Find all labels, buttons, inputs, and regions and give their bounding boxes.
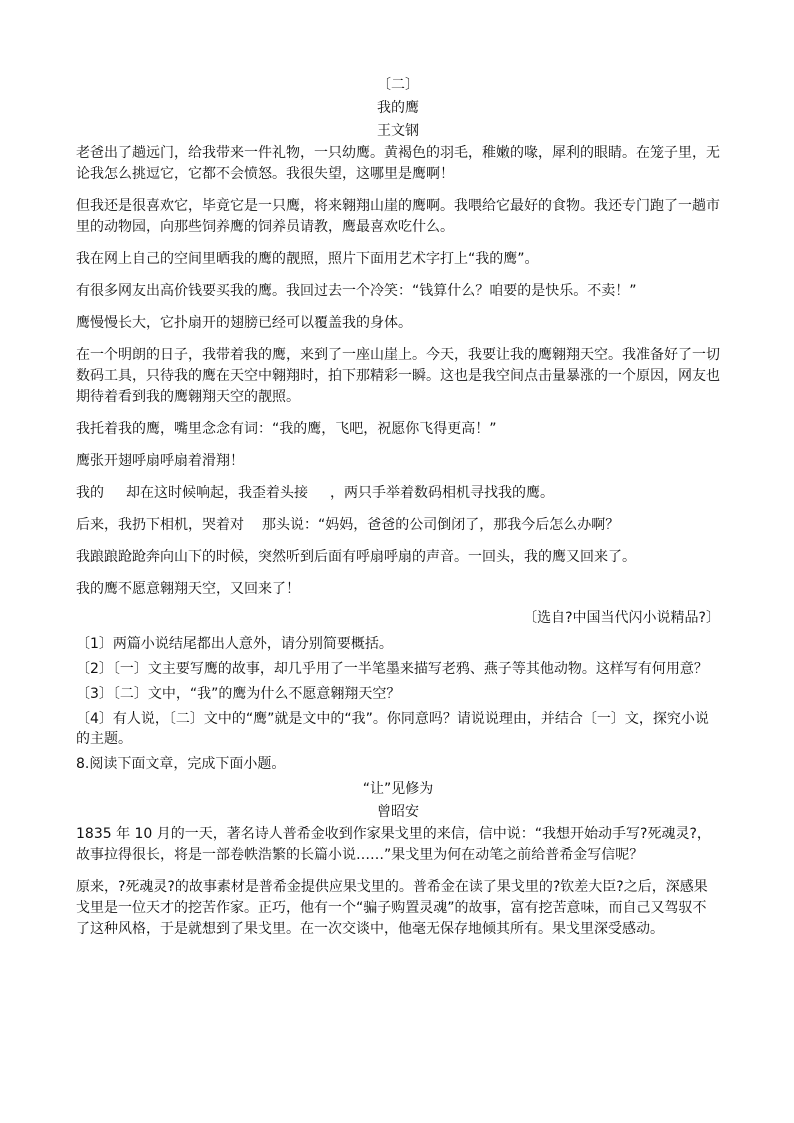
- story-paragraph: 但我还是很喜欢它，毕竟它是一只鹰，将来翱翔山崖的鹰啊。我喂给它最好的食物。我还专门跑了一趟市里的动物园，向那些饲养鹰的饲养员请教，鹰最喜欢吃什么。: [76, 198, 720, 235]
- story-paragraph: 我踉踉跄跄奔向山下的时候，突然听到后面有呼扇呼扇的声音。一回头，我的鹰又回来了。: [76, 549, 636, 565]
- story-paragraph: 有很多网友出高价钱要买我的鹰。我回过去一个冷笑：“钱算什么？咱要的是快乐。不卖！”: [76, 283, 637, 299]
- story-paragraph-gapped: [76, 483, 720, 504]
- article-author: 曾昭安: [377, 804, 419, 820]
- question: 〔1〕两篇小说结尾都出人意外，请分别简要概括。: [76, 636, 393, 652]
- story-paragraph: 在一个明朗的日子，我带着我的鹰，来到了一座山崖上。今天，我要让我的鹰翱翔天空。我准备好了一切数码工具，只待我的鹰在天空中翱翔时，拍下那精彩一瞬。这也是我空间点击量暴涨的一个原因，网友也期待着看到我的鹰翱翔天空的靓照。: [76, 347, 720, 405]
- text-run: ，两只手举着数码相机寻找我的鹰。: [330, 485, 554, 501]
- story-author: 王文钢: [377, 123, 419, 139]
- story-title: 我的鹰: [377, 100, 419, 116]
- story-paragraph-gapped: [76, 515, 720, 536]
- document-page: [76, 74, 720, 940]
- task-instruction: 8.阅读下面文章，完成下面小题。: [76, 756, 286, 772]
- text-run: 却在这时候响起，我歪着头接: [126, 485, 308, 501]
- article-title: “让”见修为: [362, 781, 434, 797]
- source-note: 〔选自?中国当代闪小说精品?〕: [523, 610, 720, 626]
- question: 〔4〕有人说，〔二〕文中的“鹰”就是文中的“我”。你同意吗？请说说理由，并结合〔一〕文，探究小说的主题。: [76, 711, 709, 747]
- story-paragraph: 鹰张开翅呼扇呼扇着滑翔！: [76, 453, 244, 469]
- text-run: 那头说：“妈妈，爸爸的公司倒闭了，那我今后怎么办啊？: [262, 517, 620, 533]
- story-paragraph: 老爸出了趟远门，给我带来一件礼物，一只幼鹰。黄褐色的羽毛，稚嫩的喙，犀利的眼睛。在笼子里，无论我怎么挑逗它，它都不会愤怒。我很失望，这哪里是鹰啊！: [76, 145, 720, 182]
- story-paragraph: 我的鹰不愿意翱翔天空，又回来了！: [76, 581, 300, 597]
- section-heading: 〔二〕: [377, 77, 419, 93]
- story-paragraph: 我在网上自己的空间里晒我的鹰的靓照，照片下面用艺术字打上“我的鹰”。: [76, 251, 539, 267]
- question: 〔2〕〔一〕文主要写鹰的故事，却几乎用了一半笔墨来描写老鸦、燕子等其他动物。这样写有何用意？: [76, 661, 708, 677]
- question: 〔3〕〔二〕文中，“我”的鹰为什么不愿意翱翔天空？: [76, 686, 401, 702]
- article-paragraph: 1835 年 10 月的一天，著名诗人普希金收到作家果戈里的来信，信中说：“我想开始动手写?死魂灵?，故事拉得很长，将是一部卷帙浩繁的长篇小说……”果戈里为何在动笔之前给普希金写信呢？: [76, 826, 711, 863]
- story-paragraph: 鹰慢慢长大，它扑扇开的翅膀已经可以覆盖我的身体。: [76, 315, 412, 331]
- article-paragraph: 原来，?死魂灵?的故事素材是普希金提供应果戈里的。普希金在读了果戈里的?钦差大臣?之后，深感果戈里是一位天才的挖苦作家。正巧，他有一个“骗子购置灵魂”的故事，富有挖苦意味，而自己又驾驭不了这种风格，于是就想到了果戈里。在一次交谈中，他毫无保存地倾其所有。果戈里深受感动。: [76, 879, 708, 937]
- story-paragraph: 我托着我的鹰，嘴里念念有词：“我的鹰，飞吧，祝愿你飞得更高！”: [76, 421, 497, 437]
- text-run: 后来，我扔下相机，哭着对: [76, 517, 244, 533]
- text-run: 我的: [76, 485, 104, 501]
